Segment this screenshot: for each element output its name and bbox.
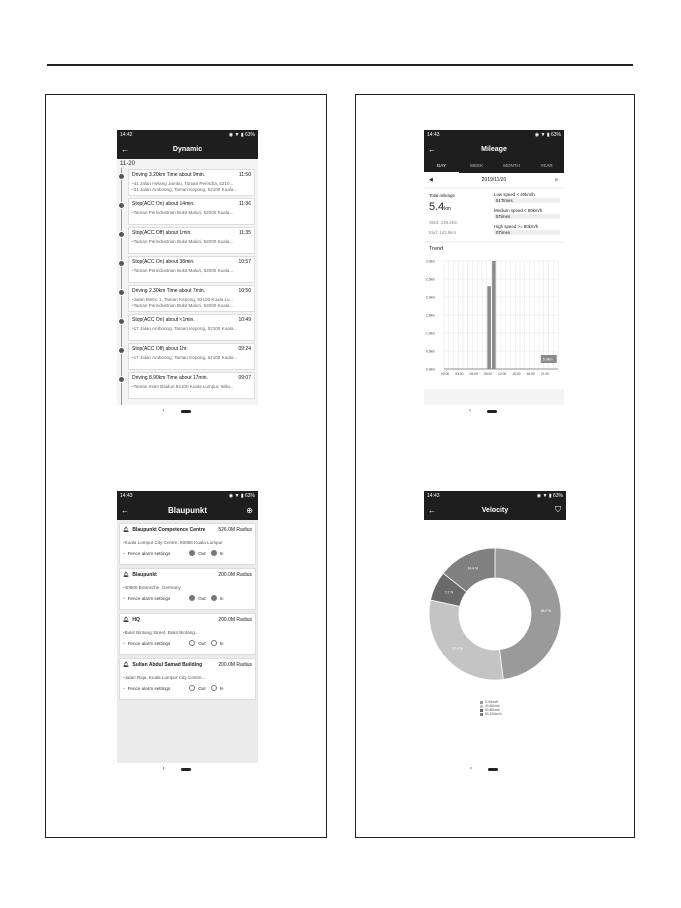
fence-setting-label: • Fence alarm settings xyxy=(127,685,171,691)
selected-date: 2019/11/20 xyxy=(481,177,507,183)
slice-label: 14.4 % xyxy=(467,566,478,571)
legend-item xyxy=(480,712,502,716)
legend-label: 60-80km/h xyxy=(485,708,501,712)
battery-level: ◉ ▼ ▮ 63% xyxy=(534,131,561,138)
out-radio[interactable] xyxy=(189,595,195,601)
app-bar xyxy=(117,500,258,520)
fence-setting-label: • Fence alarm settings xyxy=(127,640,171,646)
event-time: 10:50 xyxy=(238,288,251,294)
fence-card[interactable] xyxy=(119,523,256,565)
add-fence-icon[interactable]: ⊕ xyxy=(246,505,253,515)
next-date-icon[interactable]: ▶ xyxy=(555,177,559,183)
total-mileage-label: Total mileage xyxy=(429,193,455,198)
battery-level: ◉ ▼ ▮ 63% xyxy=(536,492,563,499)
out-radio[interactable] xyxy=(189,685,195,691)
event-marker-icon xyxy=(118,202,125,209)
slice-label: 7.2 % xyxy=(444,590,454,595)
event-address: • Taman Intan Baiduri 52100 Kuala Lumpur, Wila... xyxy=(132,384,251,389)
nav-back-icon[interactable]: ‹ xyxy=(162,766,165,772)
high-speed-label: High speed >= 80km/h xyxy=(494,224,539,229)
x-tick-label: 21:00 xyxy=(540,372,550,376)
event-card[interactable] xyxy=(128,227,255,254)
dynamic-screen xyxy=(117,130,258,417)
start-mileage: Start: 138.2km xyxy=(429,220,458,225)
back-arrow-icon[interactable]: ← xyxy=(428,144,436,154)
nav-home-icon[interactable] xyxy=(181,410,191,413)
total-mileage-value: 5.4km xyxy=(429,201,451,213)
event-time: 09:07 xyxy=(238,375,251,381)
event-address: • 31 Jalan Amboong, Taman Kepong, 52100 Kuala... xyxy=(132,187,251,192)
nav-back-icon[interactable]: ‹ xyxy=(162,408,165,414)
nav-home-icon[interactable] xyxy=(181,768,191,771)
date-selector xyxy=(424,173,564,187)
mileage-summary xyxy=(424,189,564,241)
in-label: In xyxy=(219,685,224,691)
x-tick-label: 00:00 xyxy=(441,372,450,376)
bell-icon: 🔔︎ xyxy=(123,662,130,668)
event-address: • Taman Perindustrian Bukit Maluri, 52000 Kuala... xyxy=(132,239,251,244)
battery-level: ◉ ▼ ▮ 63% xyxy=(228,131,255,138)
out-radio[interactable] xyxy=(189,640,195,646)
low-speed-label: Low speed < 40km/h xyxy=(494,192,535,197)
in-radio[interactable] xyxy=(211,685,217,691)
page-title: Dynamic xyxy=(172,145,203,153)
event-card[interactable] xyxy=(128,198,255,225)
event-card[interactable] xyxy=(128,372,255,399)
end-mileage: End: 143.6km xyxy=(429,230,457,235)
bell-icon: 🔔︎ xyxy=(123,527,130,533)
in-radio[interactable] xyxy=(211,595,217,601)
fence-address: • 40880 Bramsche, Germany xyxy=(123,585,252,590)
slice-label: 48.0 % xyxy=(540,608,552,613)
out-label: Out xyxy=(198,595,206,601)
status-time: 14:43 xyxy=(427,492,440,499)
bell-icon: 🔔︎ xyxy=(123,572,130,578)
app-bar xyxy=(424,500,566,520)
event-title: Stop(ACC On) about 14min. xyxy=(132,201,195,207)
fence-setting-label: • Fence alarm settings xyxy=(127,595,171,601)
x-tick-label: 15:00 xyxy=(512,372,521,376)
in-radio[interactable] xyxy=(211,640,217,646)
tab-month[interactable]: MONTH xyxy=(503,163,520,168)
event-title: Driving 8.90km Time about 17min. xyxy=(132,375,208,381)
fence-radius: 526.0M Radius xyxy=(218,527,252,533)
y-tick-label: 3.0km xyxy=(426,259,435,264)
fence-address: • Bukit Bintang Street, Bukit Bintang... xyxy=(123,630,252,635)
event-list xyxy=(117,169,258,399)
event-title: Driving 3.20km Time about 9min. xyxy=(132,172,206,178)
trend-bar xyxy=(487,286,491,369)
fence-radius: 200.0M Radius xyxy=(218,662,252,668)
mileage-screen xyxy=(424,130,564,417)
event-address: • 17 Jalan Amboong, Taman Kepong, 52100 Kuala... xyxy=(132,326,251,331)
status-bar xyxy=(117,130,258,139)
tab-day[interactable]: DAY xyxy=(424,159,459,173)
prev-date-icon[interactable]: ◀ xyxy=(429,177,433,183)
y-tick-label: 1.0km xyxy=(426,331,435,336)
system-nav-bar xyxy=(424,763,566,775)
x-tick-label: 18:00 xyxy=(526,372,535,376)
page-title: Blaupunkt xyxy=(167,505,208,515)
trend-title: Trend xyxy=(429,246,444,252)
event-card[interactable] xyxy=(128,285,255,312)
event-card[interactable] xyxy=(128,169,255,196)
fence-radius: 200.0M Radius xyxy=(218,572,252,578)
high-speed-count: 0Times xyxy=(494,230,560,235)
status-bar xyxy=(424,130,564,139)
nav-home-icon[interactable] xyxy=(488,768,498,771)
slice-label: 30.4 % xyxy=(452,646,463,651)
page-title: Mileage xyxy=(481,145,507,153)
trend-card xyxy=(424,243,564,389)
event-address: • Jalan Metro 1, Taman Kepong, 52100 Kuala Lu... xyxy=(132,297,251,302)
event-marker-icon xyxy=(118,260,125,267)
fence-name: Blaupunkt Competence Centre xyxy=(132,527,206,533)
app-bar xyxy=(117,139,258,159)
event-address: • 17 Jalan Amboong, Taman Kepong, 52100 Kuala... xyxy=(132,355,251,360)
event-address: • Taman Perindustrian Bukit Maluri, 52000 Kuala... xyxy=(132,303,251,308)
donut-slice xyxy=(495,548,561,679)
header-rule xyxy=(47,64,633,66)
event-time: 11:35 xyxy=(238,230,251,236)
system-nav-bar xyxy=(424,405,564,417)
event-marker-icon xyxy=(118,289,125,296)
date-header: 11-20 xyxy=(120,161,135,167)
back-arrow-icon[interactable]: ← xyxy=(121,144,129,154)
tooltip-label: 5.0km xyxy=(542,357,553,362)
medium-speed-count: 5Times xyxy=(494,214,560,219)
fence-setting-label: • Fence alarm settings xyxy=(127,550,171,556)
event-address: • Taman Perindustrian Bukit Maluri, 52000 Kuala... xyxy=(132,210,251,215)
fence-name: HQ xyxy=(132,617,140,623)
system-nav-bar xyxy=(117,405,258,417)
fence-card[interactable] xyxy=(119,613,256,655)
fence-address: • Jalan Raja, Kuala Lumpur City Centre... xyxy=(123,675,252,680)
x-tick-label: 09:00 xyxy=(483,372,493,376)
fence-screen xyxy=(117,491,258,775)
chart-legend xyxy=(480,700,502,716)
legend-swatch xyxy=(480,713,483,716)
legend-label: 80-100km/h xyxy=(485,712,502,716)
legend-label: 40-60km/h xyxy=(485,704,501,708)
in-label: In xyxy=(219,595,224,601)
fence-address: • Kuala Lumpur City Centre, 50088 Kuala Lumpur xyxy=(123,540,252,545)
event-address: • 41 Jalan Helang Jambu, Taman Perindra, 5210... xyxy=(132,181,251,186)
event-time: 11:36 xyxy=(238,201,251,207)
bell-icon: 🔔︎ xyxy=(123,617,130,623)
filter-icon[interactable]: ⛉ xyxy=(555,505,561,514)
event-marker-icon xyxy=(118,376,125,383)
trend-bar xyxy=(492,261,496,369)
fence-card[interactable] xyxy=(119,568,256,610)
nav-home-icon[interactable] xyxy=(487,410,497,413)
event-title: Stop(ACC Off) about 1hr. xyxy=(132,346,188,352)
donut-slice xyxy=(429,600,503,680)
out-label: Out xyxy=(198,685,206,691)
x-tick-label: 12:00 xyxy=(498,372,507,376)
period-tabs xyxy=(424,159,564,173)
page-title: Velocity xyxy=(481,506,509,514)
legend-label: 0-40km/h xyxy=(485,700,499,704)
out-radio[interactable] xyxy=(189,550,195,556)
event-title: Stop(ACC On) about <1min. xyxy=(132,317,195,323)
in-label: In xyxy=(219,640,224,646)
fence-name: Sultan Abdul Samad Building xyxy=(132,662,203,668)
donut-chart xyxy=(424,520,566,695)
fence-radius: 200.0M Radius xyxy=(218,617,252,623)
event-marker-icon xyxy=(118,173,125,180)
velocity-chart xyxy=(424,520,566,720)
status-bar xyxy=(117,491,258,500)
event-time: 10:49 xyxy=(238,317,251,323)
event-address: • Taman Perindustrian Bukit Maluri, 52000 Kuala... xyxy=(132,268,251,273)
event-title: Stop(ACC On) about 38min. xyxy=(132,259,195,265)
status-time: 14:42 xyxy=(120,131,133,138)
in-label: In xyxy=(219,550,224,556)
back-arrow-icon[interactable]: ← xyxy=(121,505,129,515)
fence-name: Blaupunkt xyxy=(132,572,157,578)
y-tick-label: 0.0km xyxy=(426,367,435,372)
event-time: 10:57 xyxy=(238,259,251,265)
nav-back-icon[interactable]: ‹ xyxy=(469,408,471,414)
fence-card[interactable] xyxy=(119,658,256,700)
low-speed-count: 51Times xyxy=(494,198,560,203)
app-bar xyxy=(424,139,564,159)
legend-swatch xyxy=(480,705,483,708)
system-nav-bar xyxy=(117,763,258,775)
event-time: 09:24 xyxy=(238,346,251,352)
out-label: Out xyxy=(198,550,206,556)
battery-level: ◉ ▼ ▮ 63% xyxy=(228,492,255,499)
fence-list xyxy=(117,523,258,700)
event-card[interactable] xyxy=(128,256,255,283)
event-title: Driving 2.30km Time about 7min. xyxy=(132,288,206,294)
in-radio[interactable] xyxy=(211,550,217,556)
x-tick-label: 03:00 xyxy=(455,372,464,376)
event-card[interactable] xyxy=(128,343,255,370)
back-arrow-icon[interactable]: ← xyxy=(428,505,436,515)
x-tick-label: 06:00 xyxy=(469,372,478,376)
y-tick-label: 0.5km xyxy=(426,349,435,354)
out-label: Out xyxy=(198,640,206,646)
event-card[interactable] xyxy=(128,314,255,341)
tab-year[interactable]: YEAR xyxy=(540,163,553,168)
event-marker-icon xyxy=(118,318,125,325)
status-bar xyxy=(424,491,566,500)
legend-swatch xyxy=(480,701,483,704)
trend-chart xyxy=(424,257,564,389)
medium-speed-label: Medium speed < 80km/h xyxy=(494,208,543,213)
tab-week[interactable]: WEEK xyxy=(469,163,484,168)
y-tick-label: 2.0km xyxy=(426,295,435,300)
y-tick-label: 1.5km xyxy=(426,313,435,318)
legend-swatch xyxy=(480,709,483,712)
event-marker-icon xyxy=(118,347,125,354)
event-title: Stop(ACC Off) about 1min. xyxy=(132,230,192,236)
velocity-screen xyxy=(424,491,566,775)
nav-back-icon[interactable]: ‹ xyxy=(470,766,472,772)
y-tick-label: 2.5km xyxy=(426,277,435,282)
status-time: 14:43 xyxy=(427,131,440,138)
event-marker-icon xyxy=(118,231,125,238)
event-time: 11:50 xyxy=(238,172,251,178)
status-time: 14:43 xyxy=(120,492,133,499)
